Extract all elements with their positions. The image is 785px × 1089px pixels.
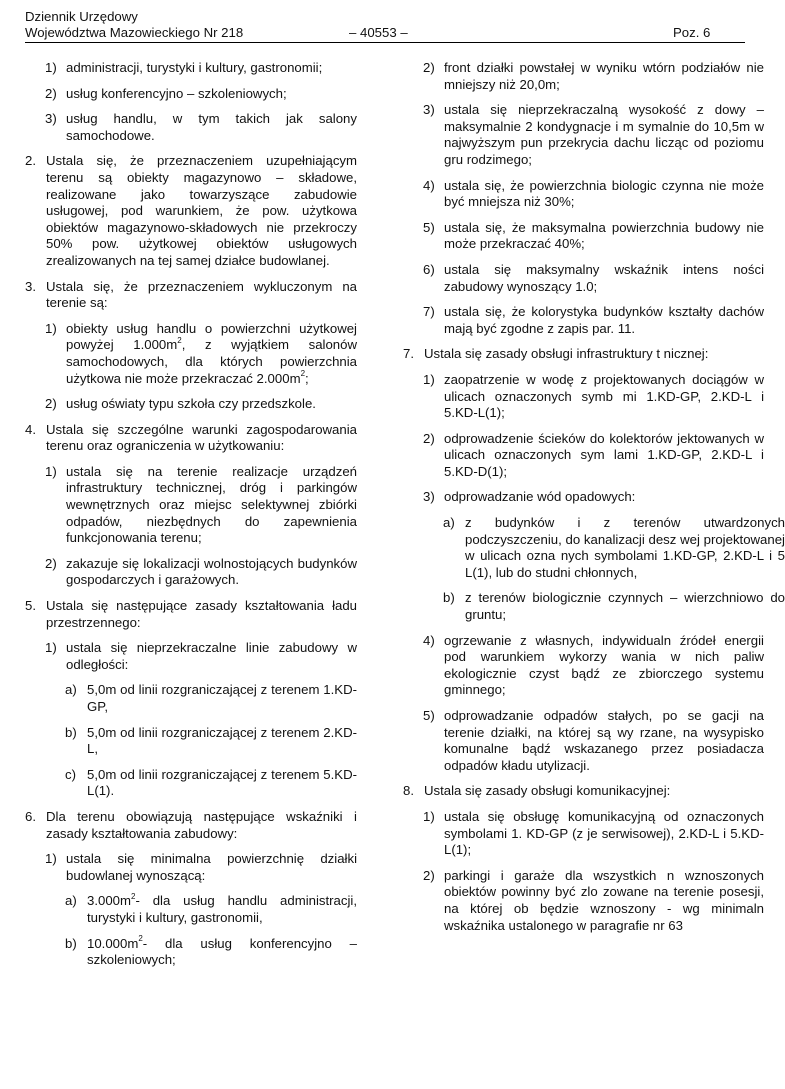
list-item-text: 5,0m od linii rozgraniczającej z terenem 5.KD-L(1). [87,766,357,799]
list-item-label: 5) [423,708,435,723]
list-item-text: z terenów biologicznie czynnych – wierzchniowo do gruntu; [465,590,785,623]
list-item [403,60,764,93]
list-item [25,640,357,673]
list-item [25,682,357,715]
position-number: Poz. 6 [673,25,711,40]
list-item-label: a) [65,893,77,909]
list-item [25,60,357,77]
list-item-text: ustala się nieprzekraczalną wysokość z dowy – maksymalnie 2 kondygnacje i m symalnie do 10,5m w najwyższym pun przekrycia dachu licząc od poziomu gru rodzimego; [444,102,764,167]
list-item-label: 6. [25,808,36,824]
list-item-label: b) [65,724,77,740]
list-item-text: ustala się na terenie realizacje urządzeń infrastruktury technicznej, dróg i parkingów wewnętrznych oraz miejsc selektywnej zbiórki odpadów, niezbędnych do zapewnienia funkcjonowania terenu; [66,463,357,546]
list-item [25,936,357,969]
list-item-label: a) [443,515,455,531]
list-item-text: ustala się, że maksymalna powierzchnia budowy nie może przekraczać 40%; [444,219,764,252]
list-item-label: 1) [45,320,57,336]
list-item-label: a) [65,682,77,698]
list-item-text: ustala się obsługę komunikacyjną od oznaczonych symbolami 1. KD-GP (z je serwisowej), 2.KD-L i 5.KD-L(1); [444,808,764,858]
right-column [403,60,785,943]
list-item-label: 3) [423,489,435,505]
left-column [25,60,357,978]
list-item-label: 5. [25,598,36,614]
list-item-text: z budynków i z terenów utwardzonych podczyszczeniu, do kanalizacji desz wej projektowanej w ulicach ozna nych symbolami 1.KD-GP, 2.KD-L i 5 L(1), lub do studni chłonnych, [465,515,785,580]
list-item-text: front działki powstałej w wyniku wtórn podziałów nie mniejszy niż 20,0m; [444,60,764,92]
list-item [25,279,357,312]
list-item-label: 1) [45,463,57,479]
list-item-label: 4) [423,177,435,193]
list-item [25,598,357,631]
list-item [403,633,764,699]
list-item-text: Ustala się, że przeznaczeniem uzupełniającym terenu są obiekty magazynowo – składowe, realizowane jako towarzyszące zabudowie usługowej, pod warunkiem, że pow. użytkowa obiektów magazynowo-składowych nie przekroczy 50% pow. użytkowej obiektów usługowych zrealizowanych na tej samej działce budowlanej. [46,153,357,268]
list-item-text: ustala się, że kolorystyka budynków kształty dachów mają być zgodne z zapis par. 11. [444,304,764,336]
list-item-text: Ustala się szczególne warunki zagospodarowania terenu oraz ograniczenia w użytkowaniu: [46,421,357,454]
page-header [25,9,745,43]
list-item [25,893,357,926]
list-item-label: 2) [423,867,435,883]
list-item [25,767,357,800]
list-item-label: 2) [45,396,57,412]
list-item-text: zakazuje się lokalizacji wolnostojących budynków gospodarczych i garażowych. [66,555,357,588]
list-item-label: 2) [45,555,57,571]
list-item-text: $3.000m^2-$ dla usług handlu administracji, turystyki i kultury, gastronomii, [87,891,357,925]
list-item-label: 7) [423,304,435,320]
list-item-text: ogrzewanie z własnych, indywidualn źródeł energii pod warunkiem wykorzy wania w nich paliw ekologicznie czyst bądź ze zbiorczego systemu gminnego; [444,632,764,698]
list-item-text: Dla terenu obowiązują następujące wskaźniki i zasady kształtowania zabudowy: [46,808,357,841]
page-number: – 40553 – [349,25,408,40]
list-item [25,464,357,547]
list-item [25,422,357,455]
list-item [403,783,744,800]
list-item-label: 1) [45,851,57,867]
journal-subtitle: Województwa Mazowieckiego Nr 218 [25,25,244,40]
list-item-text: Ustala się zasady obsługi komunikacyjnej: [424,783,671,799]
list-item-text: 5,0m od linii rozgraniczającej z terenem 2.KD-L, [87,724,357,757]
list-item [403,304,764,337]
list-item-text: ustala się minimalna powierzchnię działki budowlanej wynoszącą: [66,851,357,883]
list-item [25,556,357,589]
list-item [25,809,357,842]
list-item-text: odprowadzanie odpadów stałych, po se gacji na terenie działki, na której są wy rzane, na wysypisko komunalne bądź wskazanego przez posiadacza odpadów kładu utylizacji. [444,708,764,773]
list-item-label: 3. [25,278,36,294]
list-item-text: usług oświaty typu szkoła czy przedszkole. [66,396,316,412]
list-item-label: 8. [403,783,414,799]
list-item-text: parkingi i garaże dla wszystkich n wznoszonych obiektów powinny być zlo zowane na terenie posesji, na której ob będzie wznoszony - wg minimaln wskaźnika ustalonego w paragrafie nr 63 [444,867,764,933]
list-item-text: obiekty usług handlu o powierzchni użytkowej powyżej $1.000m^2$, z wyjątkiem salonów samochodowych, dla których powierzchnia użytkowa nie może przekraczać $2.000m^2$; [66,320,357,386]
list-item-label: 1) [45,60,57,75]
list-item [25,851,357,884]
list-item [403,372,764,422]
list-item [25,153,357,269]
list-item-label: 3) [423,102,435,118]
list-item [403,346,744,363]
list-item-label: 1) [423,808,435,824]
journal-title: Dziennik Urzędowy [25,9,138,24]
list-item [403,515,785,581]
list-item [403,431,764,481]
list-item [25,725,357,758]
list-item-text: ustala się, że powierzchnia biologic czynna nie może być mniejsza niż 30%; [444,177,764,210]
list-item [25,86,357,103]
list-item-label: 4) [423,632,435,648]
list-item-text: Ustala się zasady obsługi infrastruktury t nicznej: [424,346,709,362]
list-item-text: zaopatrzenie w wodę z projektowanych dociągów w ulicach oznaczonych symb mi 1.KD-GP, 2.KD-L i 5.KD-L(1); [444,371,764,421]
list-item [403,262,764,295]
list-item [403,220,764,253]
list-item [403,708,764,774]
list-item [25,396,357,413]
list-item-text: usług konferencyjno – szkoleniowych; [66,85,287,101]
list-item-label: 4. [25,421,36,437]
list-item [25,321,357,387]
list-item [403,868,764,934]
list-item-label: 1) [423,371,435,387]
list-item-label: 2) [45,85,57,101]
list-item-text: ustala się nieprzekraczalne linie zabudowy w odległości: [66,640,357,672]
list-item-text: ustala się maksymalny wskaźnik intens ności zabudowy wynoszący 1.0; [444,261,764,294]
list-item-label: 2) [423,430,435,446]
list-item-text: usług handlu, w tym takich jak salony samochodowe. [66,111,357,143]
list-item [403,178,764,211]
list-item-label: b) [443,590,455,606]
list-item-label: 2) [423,60,435,75]
list-item-text: administracji, turystyki i kultury, gastronomii; [66,60,323,75]
list-item-text: odprowadzenie ścieków do kolektorów jektowanych w ulicach oznaczonych sym lami 1.KD-GP, 2.KD-L i 5.KD-D(1); [444,430,764,479]
list-item-text: Ustala się następujące zasady kształtowania ładu przestrzennego: [46,598,357,630]
list-item-text: 5,0m od linii rozgraniczającej z terenem 1.KD-GP, [87,682,357,714]
list-item [403,590,785,623]
list-item-label: 2. [25,153,36,169]
header-line [25,25,745,43]
list-item-text: Ustala się, że przeznaczeniem wykluczonym na terenie są: [46,278,357,311]
list-item [25,111,357,144]
list-item-label: 7. [403,346,414,362]
list-item-label: 1) [45,640,57,656]
list-item-label: 5) [423,219,435,235]
list-item-label: b) [65,935,77,951]
list-item-label: 6) [423,261,435,277]
list-item-label: 3) [45,111,57,127]
list-item-text: odprowadzanie wód opadowych: [444,489,636,505]
list-item [403,489,764,506]
list-item-label: c) [65,766,76,782]
list-item-text: $10.000m^2-$ dla usług konferencyjno – szkoleniowych; [87,934,357,968]
list-item [403,102,764,168]
list-item [403,809,764,859]
